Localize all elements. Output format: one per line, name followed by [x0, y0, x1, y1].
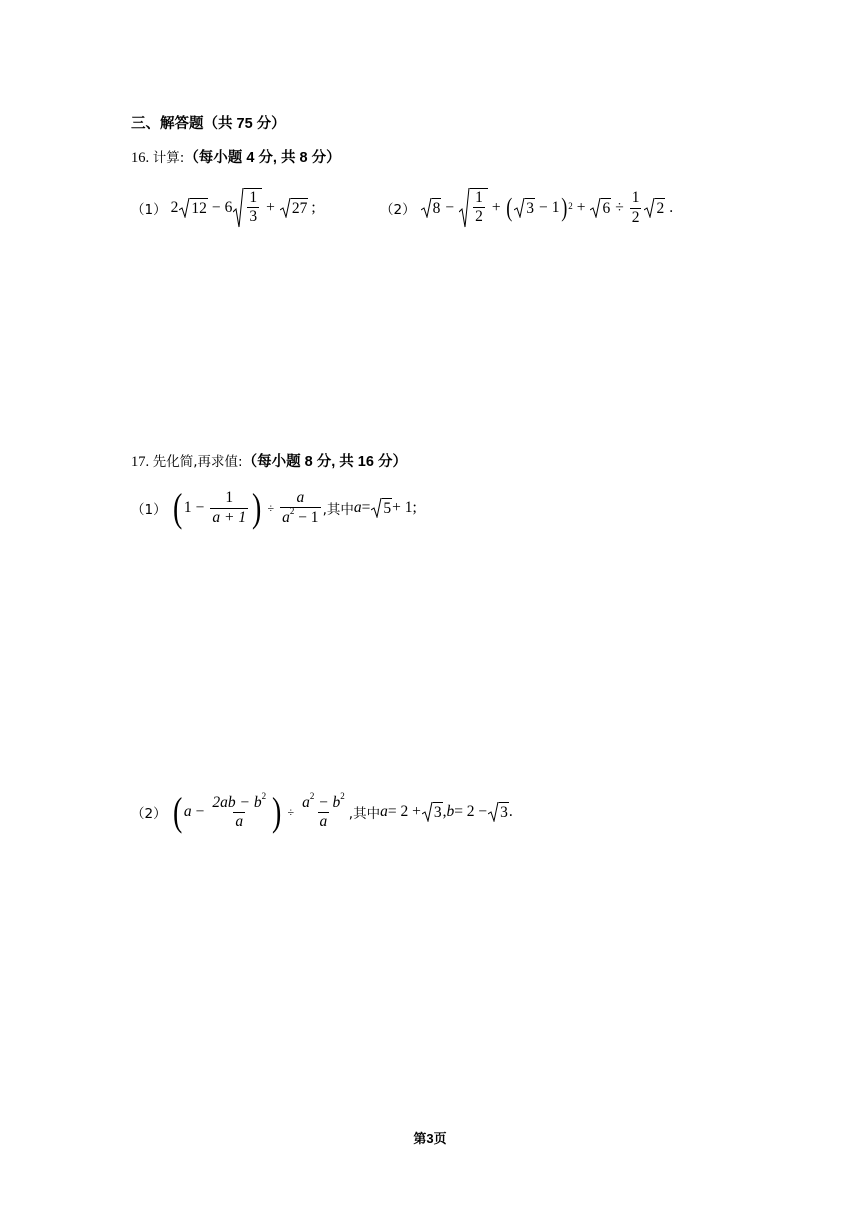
question-17-points: （每小题 8 分, 共 16 分）: [242, 454, 407, 470]
question-16-points: （每小题 4 分, 共 8 分）: [184, 150, 341, 166]
sqrt-2: 2: [644, 198, 665, 218]
fraction-one-half: $\frac{1}{2}$: [475, 189, 483, 226]
question-17-label: 先化简,再求值:: [152, 454, 243, 470]
fraction-one-third: $\frac{1}{3}$: [249, 189, 258, 226]
sqrt-3-b: 3: [488, 802, 509, 822]
sqrt-3-a: 3: [422, 802, 443, 822]
section-title: 三、解答题（共 75 分）: [131, 116, 286, 132]
sqrt-fraction-1-2: [459, 188, 488, 228]
question-16-label: 计算:: [152, 150, 185, 166]
question-17-part-2: （2） ( a − $\frac{2ab - b^2}{a}$ ) ÷ $\frac{a^2 - b^2}{a}$ ,其中 a = 2 + 3 , b = 2 − 3 .: [131, 789, 513, 834]
fraction-one-half-b: $\frac{1}{2}$: [631, 189, 640, 226]
part-label: （1）: [131, 202, 167, 218]
sqrt-6: 6: [590, 198, 611, 218]
question-16-number: 16.: [131, 150, 150, 166]
math-term: 2: [170, 199, 179, 216]
sqrt-fraction-1-3: [233, 188, 262, 228]
question-16-heading: [131, 146, 341, 167]
question-17-heading: [131, 450, 407, 471]
part-label: （2）: [131, 806, 167, 822]
fraction-a-over-a2-minus-1: $\frac{a}{a^2 - 1}$: [282, 488, 319, 527]
question-16-part-2: （2） 8 − $\frac{1}{2}$ + ( 3 − 1 ) 2 + 6 ÷ $\frac{1}{2}$ 2 .: [380, 188, 673, 228]
sqrt-5: 5: [371, 498, 392, 518]
sqrt-12: 12: [179, 198, 208, 218]
sqrt-8: 8: [421, 198, 442, 218]
sqrt-3: 3: [514, 198, 535, 218]
part-label: （2）: [380, 202, 416, 218]
question-16-part-1: （1） 2 12 − 6 $\frac{1}{3}$ + 27 ;: [131, 188, 316, 228]
question-17-part-1: （1） ( 1 − $\frac{1}{a + 1}$ ) ÷ $\frac{a}{a^2 - 1}$ ,其中 a = 5 + 1;: [131, 485, 417, 530]
fraction-2ab-minus-b2-over-a: $\frac{2ab - b^2}{a}$: [212, 790, 267, 831]
page-number: 第3页: [413, 1131, 447, 1146]
question-17-number: 17.: [131, 454, 150, 470]
fraction-a2-minus-b2-over-a: $\frac{a^2 - b^2}{a}$: [302, 790, 345, 831]
part-label: （1）: [131, 502, 167, 518]
fraction-1-over-a-plus-1: $\frac{1}{a + 1}$: [212, 489, 247, 526]
sqrt-27: 27: [280, 198, 309, 218]
